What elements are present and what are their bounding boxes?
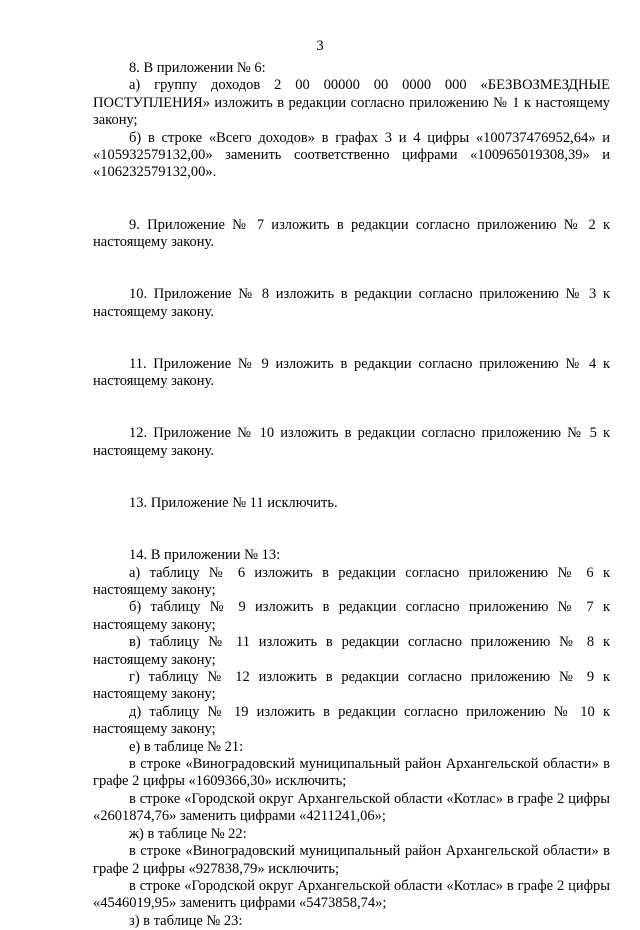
paragraph-gap (93, 408, 610, 425)
page-number: 3 (316, 38, 324, 54)
paragraph-14zh: ж) в таблице № 22: (129, 825, 247, 842)
paragraph-item-9: 9. Приложение № 7 изложить в редакции согласно приложению № 2 к настоящему закону. (93, 216, 610, 251)
paragraph-item-8: 8. В приложении № 6: (129, 60, 266, 76)
paragraph-gap (93, 478, 610, 495)
paragraph-14e: е) в таблице № 21: (129, 738, 244, 755)
paragraph-gap (93, 512, 610, 529)
paragraph-gap (93, 251, 610, 268)
paragraph-gap (93, 338, 610, 355)
paragraph-8b: б) в строке «Всего доходов» в графах 3 и 4 цифры «100737476952,64» и «105932579132,00» заменить соответственно цифрами «100965019308,39» и «106232579132,00». (93, 129, 610, 181)
paragraph-item-12: 12. Приложение № 10 изложить в редакции согласно приложению № 5 к настоящему закону. (93, 425, 610, 459)
paragraph-14d: д) таблицу № 19 изложить в редакции согласно приложению № 10 к настоящему закону; (93, 703, 610, 738)
paragraph-14e-row-1: в строке «Виноградовский муниципальный район Архангельской области» в графе 2 цифры «1609366,30» исключить; (93, 756, 610, 790)
paragraph-14g: г) таблицу № 12 изложить в редакции согласно приложению № 9 к настоящему закону; (93, 669, 610, 703)
paragraph-gap (93, 199, 610, 216)
paragraph-14b: б) таблицу № 9 изложить в редакции согласно приложению № 7 к настоящему закону; (93, 599, 610, 633)
paragraph-14v: в) таблицу № 11 изложить в редакции согласно приложению № 8 к настоящему закону; (93, 634, 610, 668)
paragraph-gap (93, 530, 610, 547)
paragraph-gap (93, 460, 610, 477)
document-body (93, 60, 610, 930)
paragraph-gap (93, 321, 610, 338)
paragraph-8a: а) группу доходов 2 00 00000 00 0000 000 «БЕЗВОЗМЕЗДНЫЕ ПОСТУПЛЕНИЯ» изложить в редакции согласно приложению № 1 к настоящему закону; (93, 77, 610, 129)
paragraph-gap (93, 182, 610, 199)
paragraph-item-13: 13. Приложение № 11 исключить. (129, 495, 338, 511)
paragraph-14a: а) таблицу № 6 изложить в редакции согласно приложению № 6 к настоящему закону; (93, 564, 610, 598)
paragraph-14e-row-2: в строке «Городской округ Архангельской области «Котлас» в графе 2 цифры «2601874,76» заменить цифрами «4211241,06»; (93, 790, 610, 825)
paragraph-gap (93, 269, 610, 286)
paragraph-gap (93, 391, 610, 408)
paragraph-14zh-row-2: в строке «Городской округ Архангельской области «Котлас» в графе 2 цифры «4546019,95» заменить цифрами «5473858,74»; (93, 877, 610, 912)
paragraph-14z: з) в таблице № 23: (129, 912, 243, 929)
paragraph-item-11: 11. Приложение № 9 изложить в редакции согласно приложению № 4 к настоящему закону. (93, 355, 610, 390)
paragraph-item-10: 10. Приложение № 8 изложить в редакции согласно приложению № 3 к настоящему закону. (93, 286, 610, 320)
paragraph-item-14: 14. В приложении № 13: (129, 547, 281, 564)
paragraph-14zh-row-1: в строке «Виноградовский муниципальный район Архангельской области» в графе 2 цифры «927838,79» исключить; (93, 843, 610, 877)
